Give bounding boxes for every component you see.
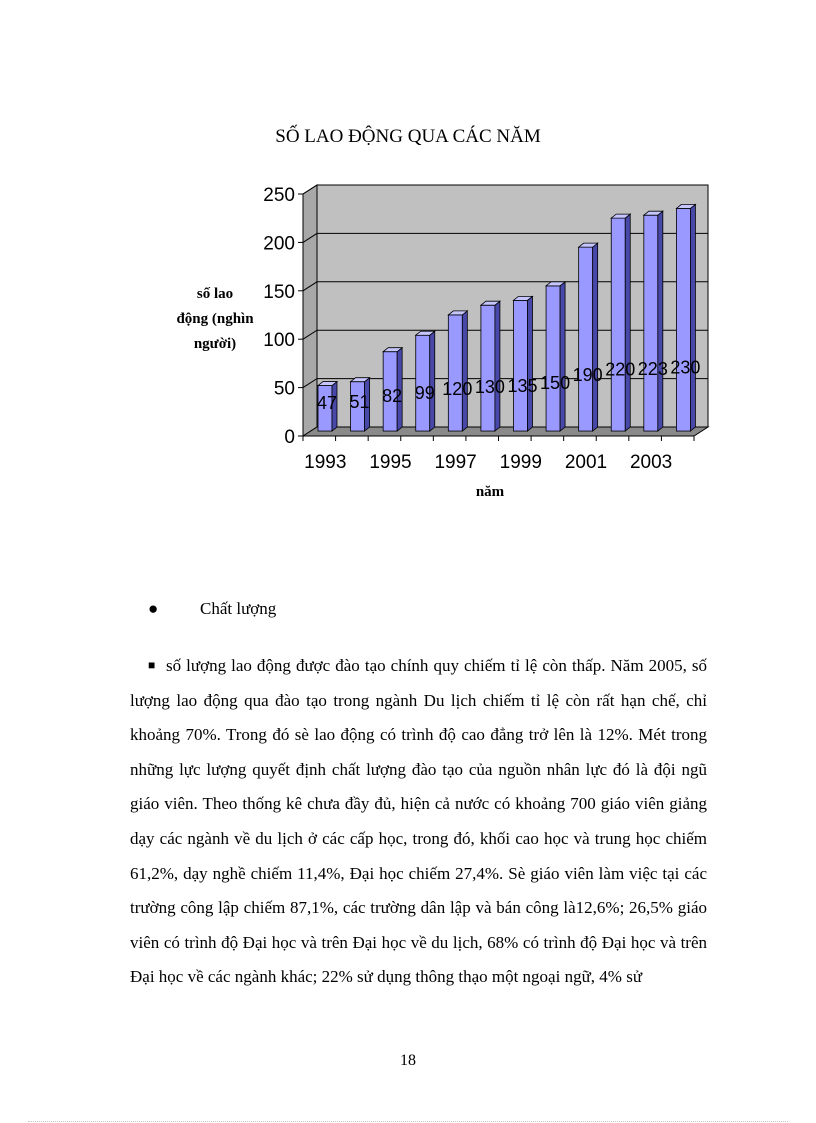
y-tick-label: 250	[263, 185, 295, 206]
data-label: 223	[637, 358, 668, 379]
x-tick-label: 1999	[499, 452, 542, 473]
data-label: 130	[474, 376, 505, 397]
page-bottom-divider	[28, 1121, 788, 1122]
y-tick-label: 100	[263, 330, 295, 352]
data-label: 135	[507, 375, 538, 396]
bar-side	[495, 301, 500, 431]
bar-front	[611, 218, 625, 431]
bar-front	[448, 315, 462, 431]
y-axis-label-line-3: người)	[193, 336, 237, 352]
bar-side	[690, 204, 695, 431]
bar-front	[579, 247, 593, 431]
data-label: 190	[572, 365, 603, 386]
y-axis-label	[160, 282, 270, 357]
paragraph-text: số lượng lao động được đào tạo chính quy chiếm tỉ lệ còn thấp. Năm 2005, số lượng lao động qua đào tạo trong ngành Du lịch chiếm tỉ lệ còn rất hạn chế, chỉ khoảng 70%. Trong đó sè lao động có trình độ cao đẳng trở lên là 12%. Mét trong những lực lượng quyết định chất lượng đào tạo của nguồn nhân lực đó là đội ngũ giáo viên. Theo thống kê chưa đầy đủ, hiện cả nước có khoảng 700 giáo viên giảng dạy các ngành về du lịch ở các cấp học, trong đó, khối cao học và trung học chiếm 61,2%, dạy nghề chiếm 11,4%, Đại học chiếm 27,4%. Sè giáo viên làm việc tại các trường công lập chiếm 87,1%, các trường dân lập và bán công là12,6%; 26,5% giáo viên có trình độ Đại học và trên Đại học về du lịch, 68% có trình độ Đại học và trên Đại học về các ngành khác; 22% sử dụng thông thạo một ngoại ngữ, 4% sử	[130, 656, 707, 987]
bar-side	[462, 311, 467, 431]
data-label: 51	[349, 392, 370, 413]
y-tick-label: 200	[263, 233, 295, 255]
x-tick-label: 1997	[434, 452, 477, 473]
data-label: 82	[382, 386, 403, 407]
bullet-heading-row	[148, 599, 276, 619]
bar-side	[593, 243, 598, 431]
bar-side	[560, 282, 565, 431]
bullet-dot-icon: ●	[148, 599, 159, 618]
bar-chart	[0, 0, 816, 560]
square-bullet-icon: ■	[148, 658, 156, 672]
bar-front	[676, 208, 690, 431]
data-label: 220	[605, 359, 636, 380]
bar-front	[513, 300, 527, 431]
page-number: 18	[400, 1052, 416, 1069]
y-tick-label: 0	[284, 427, 295, 448]
chart-title: SỐ LAO ĐỘNG QUA CÁC NĂM	[275, 126, 541, 147]
bar-front	[481, 305, 495, 431]
y-axis-label-line-2: động (nghìn	[176, 311, 254, 327]
data-label: 230	[670, 357, 701, 378]
x-tick-label: 1993	[304, 452, 347, 473]
body-paragraph	[130, 648, 707, 995]
bar-side	[625, 214, 630, 431]
bar-front	[546, 286, 560, 431]
y-axis-label-line-1: số lao	[196, 286, 234, 302]
bar-side	[430, 331, 435, 431]
x-axis-label: năm	[475, 484, 505, 500]
bar-front	[644, 215, 658, 431]
data-label: 47	[316, 392, 338, 413]
x-tick-label: 2001	[564, 452, 608, 473]
bullet-heading: Chất lượng	[200, 599, 277, 618]
side-wall	[303, 185, 317, 436]
x-tick-label: 2003	[629, 452, 673, 473]
data-label: 99	[414, 382, 435, 403]
bar-side	[658, 211, 663, 431]
x-tick-label: 1995	[369, 452, 412, 473]
data-label: 150	[540, 372, 571, 393]
bar-side	[527, 296, 532, 431]
data-label: 120	[442, 378, 473, 399]
y-tick-label: 50	[273, 378, 295, 400]
y-tick-label: 150	[263, 281, 295, 303]
